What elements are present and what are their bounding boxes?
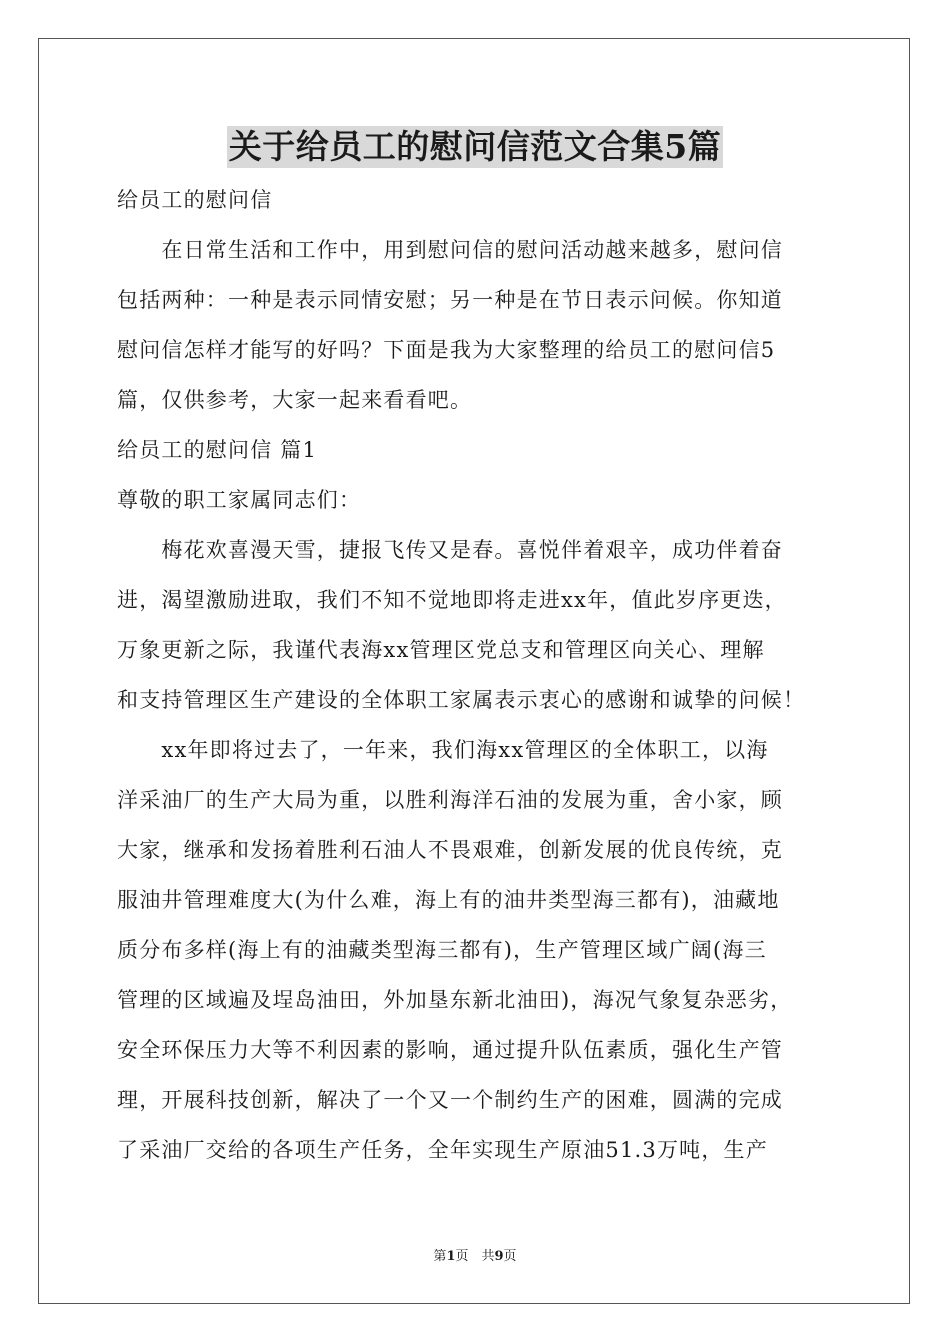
document-title: 关于给员工的慰问信范文合集5篇 — [228, 127, 722, 166]
paragraph-line: 了采油厂交给的各项生产任务，全年实现生产原油51.3万吨，生产 — [117, 1138, 768, 1162]
paragraph-line: 管理的区域遍及埕岛油田，外加垦东新北油田)，海况气象复杂恶劣， — [117, 988, 793, 1012]
paragraph-line: xx年即将过去了，一年来，我们海xx管理区的全体职工，以海 — [117, 738, 769, 762]
footer-page-current: 1 — [446, 1249, 456, 1264]
paragraph-line: 篇，仅供参考，大家一起来看看吧。 — [117, 388, 473, 412]
paragraph-line: 进，渴望激励进取，我们不知不觉地即将走进xx年，值此岁序更迭， — [117, 588, 787, 612]
section-heading: 给员工的慰问信 — [117, 188, 273, 212]
paragraph-line: 梅花欢喜漫天雪，捷报飞传又是春。喜悦伴着艰辛，成功伴着奋 — [117, 538, 783, 562]
paragraph-line: 在日常生活和工作中，用到慰问信的慰问活动越来越多，慰问信 — [117, 238, 783, 262]
paragraph-line: 服油井管理难度大(为什么难，海上有的油井类型海三都有)，油藏地 — [117, 888, 780, 912]
page-border — [38, 38, 910, 1304]
paragraph-line: 洋采油厂的生产大局为重，以胜利海洋石油的发展为重，舍小家，顾 — [117, 788, 783, 812]
paragraph-line: 万象更新之际，我谨代表海xx管理区党总支和管理区向关心、理解 — [117, 638, 765, 662]
paragraph-line: 质分布多样(海上有的油藏类型海三都有)，生产管理区域广阔(海三 — [117, 938, 767, 962]
footer-page-mid: 页 共 — [455, 1249, 495, 1264]
paragraph-line: 理，开展科技创新，解决了一个又一个制约生产的困难，圆满的完成 — [117, 1088, 783, 1112]
footer-page-total: 9 — [494, 1249, 504, 1264]
page-footer — [0, 1248, 950, 1266]
paragraph-line: 安全环保压力大等不利因素的影响，通过提升队伍素质，强化生产管 — [117, 1038, 783, 1062]
paragraph-line: 大家，继承和发扬着胜利石油人不畏艰难，创新发展的优良传统，克 — [117, 838, 783, 862]
paragraph-line: 慰问信怎样才能写的好吗？下面是我为大家整理的给员工的慰问信5 — [117, 338, 776, 362]
title-container — [0, 126, 950, 168]
paragraph-line: 和支持管理区生产建设的全体职工家属表示衷心的感谢和诚挚的问候！ — [117, 688, 806, 712]
paragraph-line: 包括两种：一种是表示同情安慰；另一种是在节日表示问候。你知道 — [117, 288, 783, 312]
salutation: 尊敬的职工家属同志们： — [117, 488, 362, 512]
footer-page-suffix: 页 — [503, 1249, 517, 1264]
footer-page-prefix: 第 — [433, 1249, 447, 1264]
section-heading: 给员工的慰问信 篇1 — [117, 438, 318, 462]
